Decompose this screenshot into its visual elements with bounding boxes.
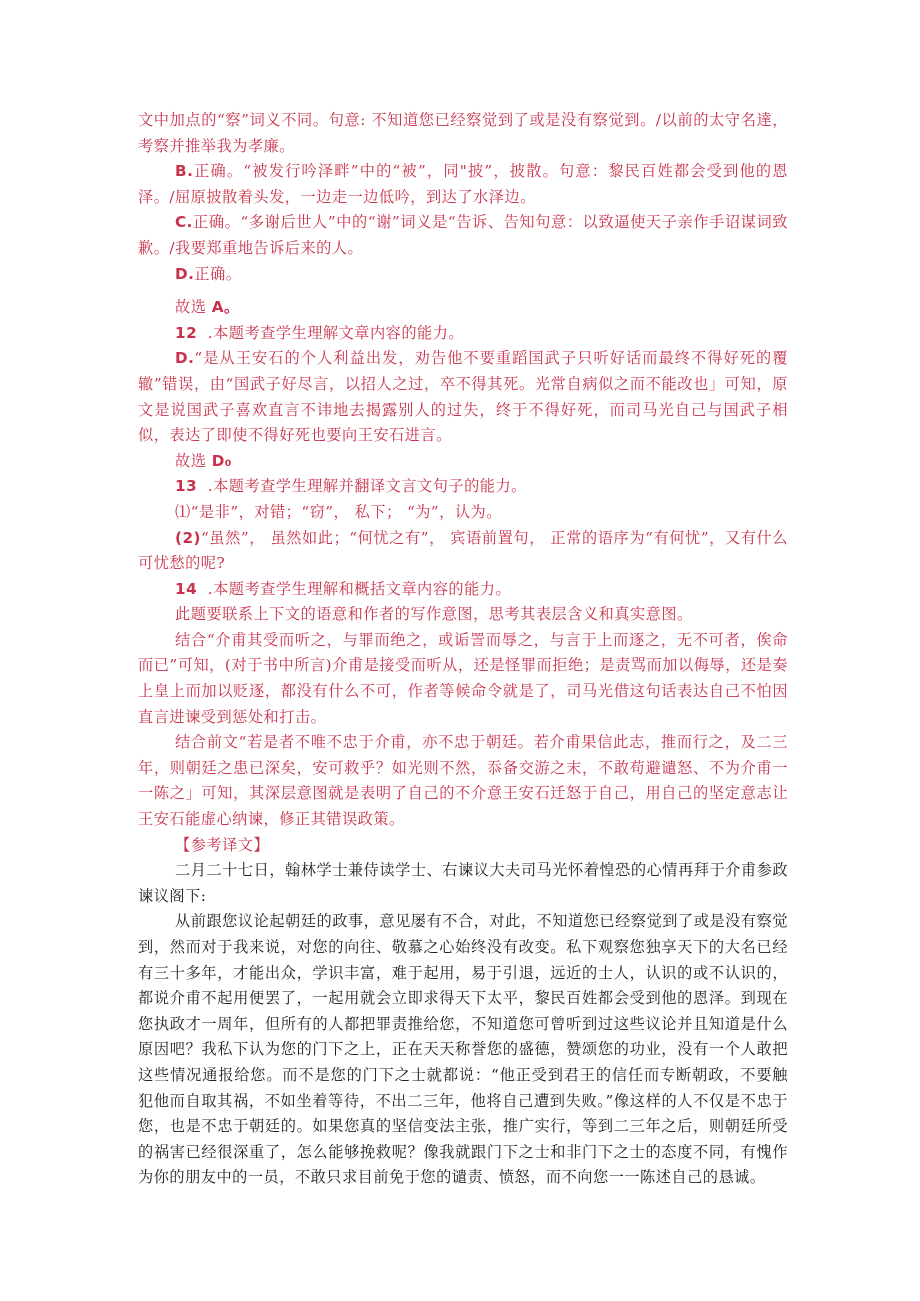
translation-paragraph-1: 二月二十七日，翰林学士兼侍读学士、右谏议大夫司马光怀着惶恐的心情再拜于介甫参政谏议阁下: xyxy=(138,861,788,905)
answer-prefix: 故选 xyxy=(175,298,207,317)
question-12-heading xyxy=(138,321,788,347)
part-label: (2) xyxy=(175,528,201,547)
question-14-paragraph-1: 此题要联系上下文的语意和作者的写作意图，思考其表层含义和真实意图。 xyxy=(175,605,693,624)
option-b-label: B. xyxy=(175,162,194,181)
question-description: .本题考查学生理解和概括文章内容的能力。 xyxy=(207,579,512,598)
answer-letter: A。 xyxy=(211,298,240,317)
answer-choice-d xyxy=(138,449,788,475)
question-14-heading xyxy=(138,577,788,603)
option-d-analysis: “是从王安石的个人利益出发，劝告他不要重蹈国武子只听好话而最终不得好死的覆辙”错误，由“国武子好尽言，以招人之过，卒不得其死。光常自病似之而不能改也」可知，原文是说国武子喜欢直言不讳地去揭露别人的过失，终于不得好死，而司马光自己与国武子相似，表达了即使不得好死也要向王安石进言。 xyxy=(138,349,788,445)
document-page xyxy=(138,108,788,1191)
answer-a-explanation: 文中加点的“察”词义不同。句意: 不知道您已经察觉到了或是没有察觉到。/以前的太守名達，考察并推举我为孝廉。 xyxy=(138,111,788,155)
translation-paragraph-2: 从前跟您议论起朝廷的政事，意见屡有不合，对此，不知道您已经察觉到了或是没有察觉到，然而对于我来说，对您的向往、敬慕之心始终没有改变。私下观察您独享天下的大名已经有三十多年，才能出众，学识丰富，难于起用，易于引退，远近的士人，认识的或不认识的，都说介甫不起用便罢了，一起用就会立即求得天下太平，黎民百姓都会受到他的恩泽。到现在您执政才一周年，但所有的人都把罪责推给您，不知道您可曾听到过这些议论并且知道是什么原因吧？我私下认为您的门下之上，正在天天称誉您的盛德，赞颂您的功业，没有一个人敢把这些情况通报给您。而不是您的门下之士就都说：“他正受到君王的信任而专断朝政，不要触犯他而自取其祸，不如坐着等待，不出二三年，他将自己遭到失败。”像这样的人不仅是不忠于您，也是不忠于朝廷的。如果您真的坚信变法主张，推广实行，等到二三年之后，则朝廷所受的祸害已经很深重了，怎么能够挽救呢？像我就跟门下之士和非门下之士的态度不同，有愧作为你的朋友中的一员，不敢只求目前免于您的谴责、愤怒，而不向您一一陈述自己的恳诚。 xyxy=(138,912,788,1187)
answer-b-explanation xyxy=(138,159,788,210)
question-13-part-2 xyxy=(138,526,788,577)
option-c-label: C. xyxy=(175,213,193,232)
question-13-heading xyxy=(138,474,788,500)
question-number: 12 xyxy=(175,323,198,342)
answer-letter: D₀ xyxy=(211,451,232,470)
question-number: 13 xyxy=(175,477,198,496)
question-description: .本题考查学生理解并翻译文言文句子的能力。 xyxy=(207,477,527,496)
option-b-text: 正确。“被发行吟泽畔”中的“被”，同"披”，披散。句意：黎民百姓都会受到他的恩泽。/屈原披散着头发，一边走一边低吟，到达了水泽边。 xyxy=(138,162,788,206)
answer-choice-a xyxy=(138,295,788,321)
question-14-paragraph-2: 结合“介甫其受而听之，与罪而绝之，或诟詈而辱之，与言于上而逐之，无不可者，俟命而已”可知，(对于书中所言)介甫是接受而听从，还是怪罪而拒绝；是责骂而加以侮辱，还是奏上皇上而加以贬逐，都没有什么不可，作者等候命令就是了，司马光借这句话表达自己不怕因直言进谏受到惩处和打击。 xyxy=(138,630,788,726)
question-number: 14 xyxy=(175,579,198,598)
question-description: .本题考查学生理解文章内容的能力。 xyxy=(207,323,465,342)
question-12-analysis xyxy=(138,346,788,448)
reference-translation-title: 【参考译文】 xyxy=(175,835,270,854)
question-13-part-1: ⑴“是非”，对错；“窃”， 私下； “为”，认为。 xyxy=(175,502,502,521)
answer-d-explanation xyxy=(138,262,788,288)
option-d-text: 正确。 xyxy=(194,264,242,283)
option-d-label: D. xyxy=(175,264,195,283)
answer-prefix: 故选 xyxy=(175,451,207,470)
part-text: “虽然”， 虽然如此；“何忧之有”， 宾语前置句， 正常的语序为“有何忧”，又有什么可忧愁的呢? xyxy=(138,528,788,573)
question-14-paragraph-3: 结合前文“若是者不唯不忠于介甫，亦不忠于朝廷。若介甫果信此志，推而行之，及二三年，则朝廷之患已深矣，安可救乎？如光则不然，忝备交游之末，不敢苟避谴怒、不为介甫一一陈之」可知，其深层意图就是表明了自己的不介意王安石迁怒于自己，用自己的坚定意志让王安石能虚心纳谏，修正其错误政策。 xyxy=(138,733,788,829)
option-c-text: 正确。“多谢后世人”中的“谢”词义是“告诉、告知句意：以致逼使天子亲作手诏谋词致歉。/我要郑重地告诉后来的人。 xyxy=(138,213,788,257)
answer-c-explanation xyxy=(138,210,788,261)
option-d-label: D. xyxy=(175,349,195,368)
